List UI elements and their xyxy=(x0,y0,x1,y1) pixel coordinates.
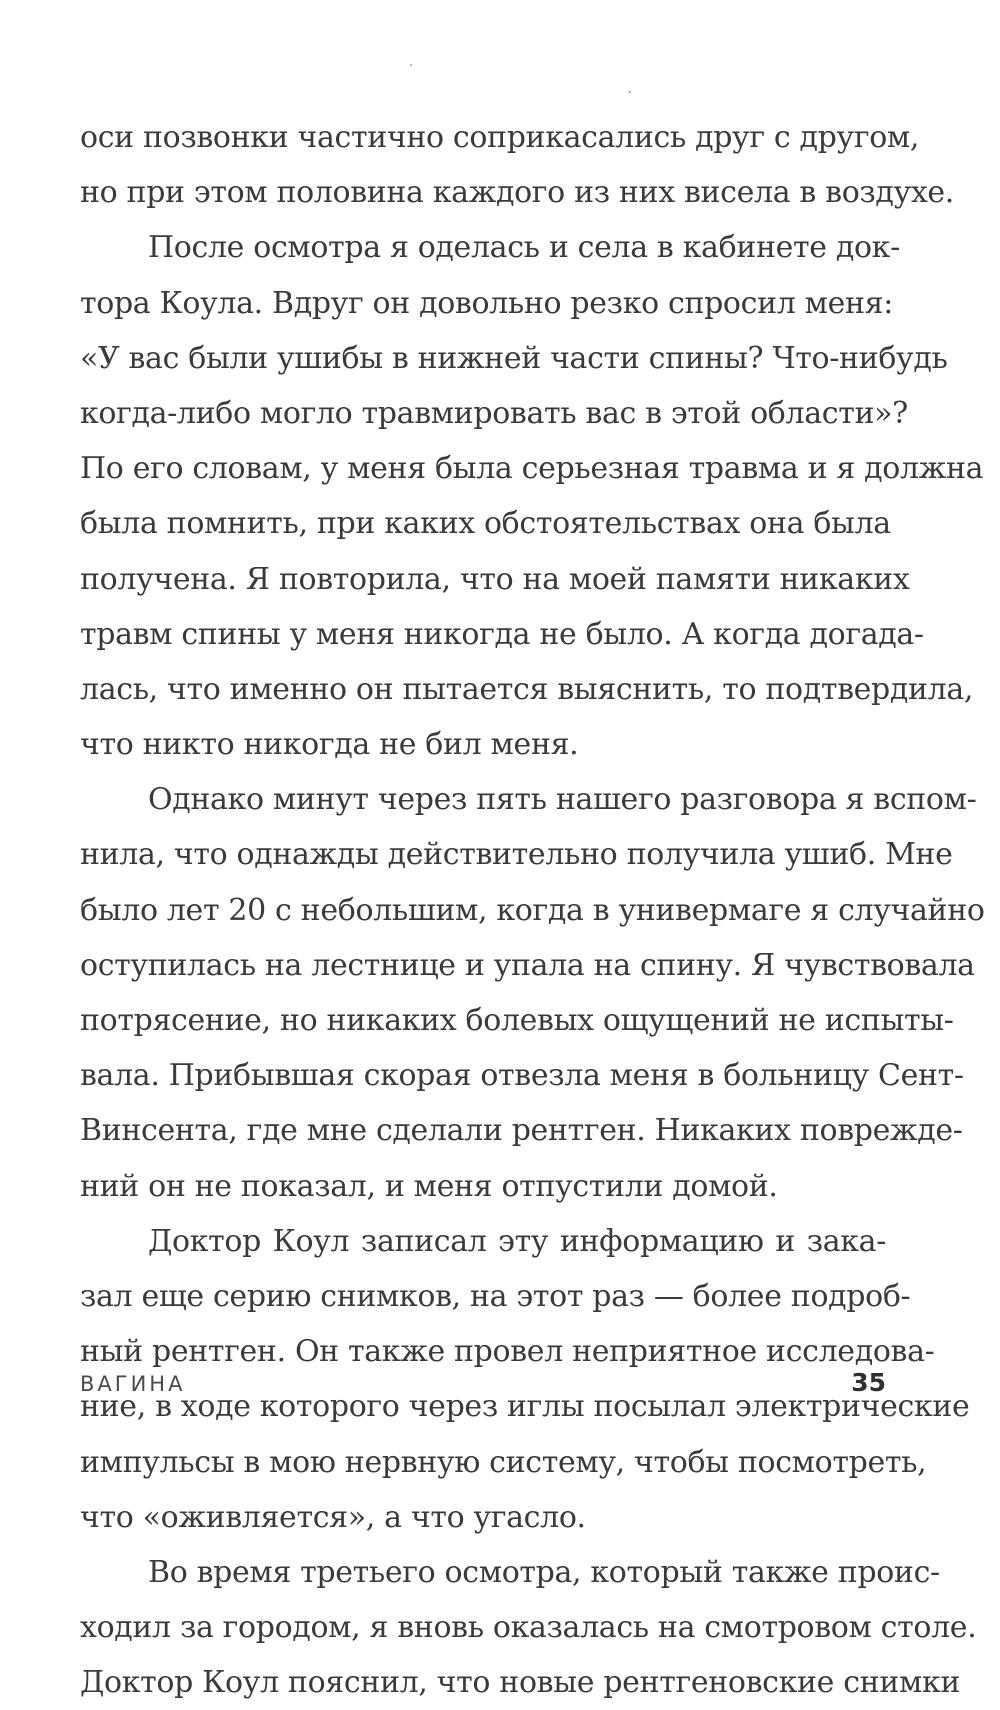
body-text xyxy=(80,110,985,1710)
running-head: ВАГИНА xyxy=(80,1372,186,1396)
text-line: оси позвонки частично соприкасались друг с другом, xyxy=(80,120,920,155)
text-line: ний он не показал, и меня отпустили домой. xyxy=(80,1168,778,1204)
text-line: нила, что однажды действительно получила ушиб. Мне xyxy=(80,837,953,873)
text-line: ние, в ходе которого через иглы посылал электрические xyxy=(80,1389,970,1425)
text-line: травм спины у меня никогда не было. А когда догада- xyxy=(80,616,924,652)
text-line: когда-либо могло травмировать вас в этой области»? xyxy=(80,395,908,431)
text-line: Однако минут через пять нашего разговора я вспом- xyxy=(148,782,977,818)
page-number: 35 xyxy=(851,1368,886,1397)
text-line: потрясение, но никаких болевых ощущений не испыты- xyxy=(80,1003,954,1038)
text-line: лась, что именно он пытается выяснить, то подтвердила, xyxy=(80,671,974,707)
text-line: «У вас были ушибы в нижней части спины? Что-нибудь xyxy=(80,340,948,376)
text-line: импульсы в мою нервную систему, чтобы посмотреть, xyxy=(80,1444,927,1480)
text-line: Винсента, где мне сделали рентген. Никаких поврежде- xyxy=(80,1113,963,1149)
paper-speck xyxy=(410,64,412,66)
text-line: Доктор Коул пояснил, что новые рентгеновские снимки xyxy=(80,1665,960,1701)
text-line: получена. Я повторила, что на моей памяти никаких xyxy=(80,561,910,597)
text-line: зал еще серию снимков, на этот раз — более подроб- xyxy=(80,1278,911,1314)
text-line: но при этом половина каждого из них висела в воздухе. xyxy=(80,175,954,211)
text-line: тора Коула. Вдруг он довольно резко спросил меня: xyxy=(80,285,894,321)
text-line: После осмотра я оделась и села в кабинете док- xyxy=(148,230,900,266)
text-line: вала. Прибывшая скорая отвезла меня в больницу Сент- xyxy=(80,1058,964,1094)
page-footer xyxy=(80,1368,886,1408)
text-line: что никто никогда не бил меня. xyxy=(80,727,579,763)
text-line: была помнить, при каких обстоятельствах она была xyxy=(80,506,891,542)
text-line: Во время третьего осмотра, который также проис- xyxy=(148,1554,940,1590)
text-line: ный рентген. Он также провел неприятное исследова- xyxy=(80,1334,935,1370)
text-line: оступилась на лестнице и упала на спину. Я чувствовала xyxy=(80,947,975,983)
text-line: ходил за городом, я вновь оказалась на смотровом столе. xyxy=(80,1610,977,1646)
paper-speck xyxy=(629,91,631,93)
text-line: что «оживляется», а что угасло. xyxy=(80,1499,586,1535)
text-line: По его словам, у меня была серьезная травма и я должна xyxy=(80,451,984,487)
text-line: было лет 20 с небольшим, когда в универмаге я случайно xyxy=(80,892,985,928)
text-line: Доктор Коул записал эту информацию и зака- xyxy=(148,1223,886,1259)
